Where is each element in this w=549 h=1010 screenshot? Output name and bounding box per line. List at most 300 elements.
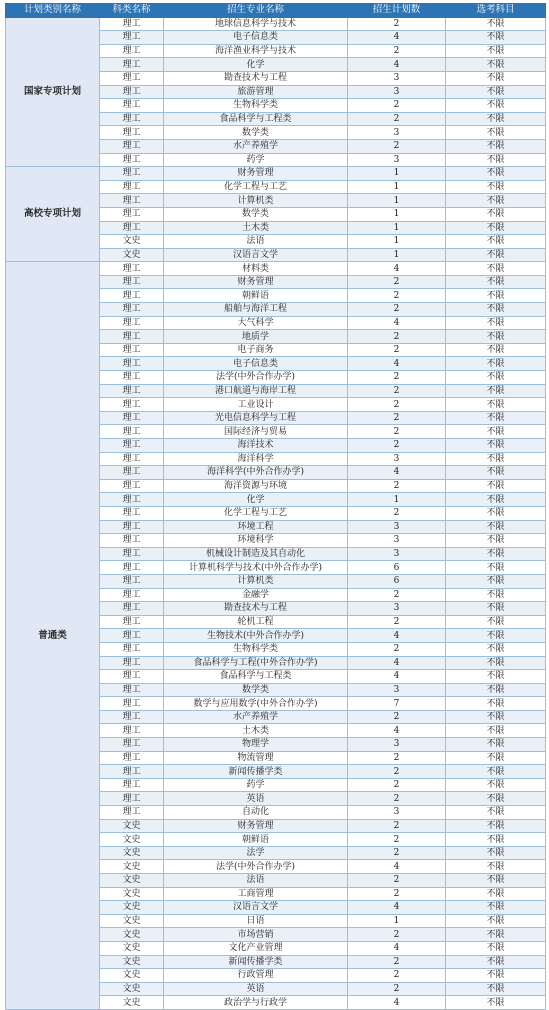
required-subjects-cell: 不限 bbox=[446, 629, 546, 643]
plan-count-cell: 2 bbox=[348, 765, 446, 779]
subject-category-cell: 理工 bbox=[100, 289, 164, 303]
major-name-cell: 汉语言文学 bbox=[164, 248, 348, 262]
plan-count-cell: 3 bbox=[348, 126, 446, 140]
plan-count-cell: 2 bbox=[348, 955, 446, 969]
subject-category-cell: 理工 bbox=[100, 139, 164, 153]
major-name-cell: 船舶与海洋工程 bbox=[164, 303, 348, 317]
table-row bbox=[6, 17, 546, 31]
plan-count-cell: 2 bbox=[348, 425, 446, 439]
subject-category-cell: 文史 bbox=[100, 955, 164, 969]
major-name-cell: 文化产业管理 bbox=[164, 941, 348, 955]
required-subjects-cell: 不限 bbox=[446, 670, 546, 684]
required-subjects-cell: 不限 bbox=[446, 860, 546, 874]
required-subjects-cell: 不限 bbox=[446, 778, 546, 792]
major-name-cell: 化学 bbox=[164, 493, 348, 507]
required-subjects-cell: 不限 bbox=[446, 724, 546, 738]
required-subjects-cell: 不限 bbox=[446, 262, 546, 276]
required-subjects-cell: 不限 bbox=[446, 343, 546, 357]
required-subjects-cell: 不限 bbox=[446, 710, 546, 724]
subject-category-cell: 文史 bbox=[100, 833, 164, 847]
required-subjects-cell: 不限 bbox=[446, 289, 546, 303]
required-subjects-cell: 不限 bbox=[446, 71, 546, 85]
major-name-cell: 数学与应用数学(中外合作办学) bbox=[164, 697, 348, 711]
subject-category-cell: 理工 bbox=[100, 670, 164, 684]
subject-category-cell: 理工 bbox=[100, 262, 164, 276]
subject-category-cell: 文史 bbox=[100, 874, 164, 888]
subject-category-cell: 理工 bbox=[100, 221, 164, 235]
subject-category-cell: 理工 bbox=[100, 656, 164, 670]
required-subjects-cell: 不限 bbox=[446, 914, 546, 928]
major-name-cell: 化学 bbox=[164, 58, 348, 72]
subject-category-cell: 文史 bbox=[100, 235, 164, 249]
subject-category-cell: 理工 bbox=[100, 792, 164, 806]
required-subjects-cell: 不限 bbox=[446, 846, 546, 860]
required-subjects-cell: 不限 bbox=[446, 153, 546, 167]
major-name-cell: 海洋科学(中外合作办学) bbox=[164, 466, 348, 480]
subject-category-cell: 理工 bbox=[100, 153, 164, 167]
required-subjects-cell: 不限 bbox=[446, 466, 546, 480]
subject-category-cell: 理工 bbox=[100, 71, 164, 85]
required-subjects-cell: 不限 bbox=[446, 901, 546, 915]
plan-count-cell: 3 bbox=[348, 806, 446, 820]
plan-count-cell: 7 bbox=[348, 697, 446, 711]
major-name-cell: 药学 bbox=[164, 153, 348, 167]
subject-category-cell: 理工 bbox=[100, 765, 164, 779]
required-subjects-cell: 不限 bbox=[446, 520, 546, 534]
subject-category-cell: 理工 bbox=[100, 547, 164, 561]
required-subjects-cell: 不限 bbox=[446, 235, 546, 249]
subject-category-cell: 理工 bbox=[100, 303, 164, 317]
major-name-cell: 法语 bbox=[164, 874, 348, 888]
major-name-cell: 电子商务 bbox=[164, 343, 348, 357]
subject-category-cell: 理工 bbox=[100, 506, 164, 520]
major-name-cell: 生物科学类 bbox=[164, 99, 348, 113]
major-name-cell: 环境工程 bbox=[164, 520, 348, 534]
required-subjects-cell: 不限 bbox=[446, 506, 546, 520]
subject-category-cell: 文史 bbox=[100, 996, 164, 1010]
required-subjects-cell: 不限 bbox=[446, 316, 546, 330]
plan-count-cell: 2 bbox=[348, 588, 446, 602]
subject-category-cell: 理工 bbox=[100, 180, 164, 194]
plan-count-cell: 4 bbox=[348, 629, 446, 643]
required-subjects-cell: 不限 bbox=[446, 479, 546, 493]
plan-count-cell: 4 bbox=[348, 58, 446, 72]
header-plan-count: 招生计划数 bbox=[348, 4, 446, 18]
major-name-cell: 水产养殖学 bbox=[164, 139, 348, 153]
major-name-cell: 地质学 bbox=[164, 330, 348, 344]
required-subjects-cell: 不限 bbox=[446, 792, 546, 806]
major-name-cell: 英语 bbox=[164, 982, 348, 996]
plan-count-cell: 4 bbox=[348, 941, 446, 955]
plan-count-cell: 2 bbox=[348, 928, 446, 942]
plan-count-cell: 3 bbox=[348, 683, 446, 697]
plan-count-cell: 4 bbox=[348, 860, 446, 874]
major-name-cell: 新闻传播学类 bbox=[164, 955, 348, 969]
major-name-cell: 自动化 bbox=[164, 806, 348, 820]
plan-count-cell: 2 bbox=[348, 710, 446, 724]
subject-category-cell: 理工 bbox=[100, 697, 164, 711]
major-name-cell: 食品科学与工程类 bbox=[164, 670, 348, 684]
subject-category-cell: 文史 bbox=[100, 901, 164, 915]
required-subjects-cell: 不限 bbox=[446, 398, 546, 412]
plan-count-cell: 2 bbox=[348, 44, 446, 58]
subject-category-cell: 理工 bbox=[100, 479, 164, 493]
plan-count-cell: 1 bbox=[348, 180, 446, 194]
major-name-cell: 生物科学类 bbox=[164, 642, 348, 656]
major-name-cell: 食品科学与工程(中外合作办学) bbox=[164, 656, 348, 670]
plan-count-cell: 2 bbox=[348, 642, 446, 656]
required-subjects-cell: 不限 bbox=[446, 982, 546, 996]
subject-category-cell: 文史 bbox=[100, 860, 164, 874]
required-subjects-cell: 不限 bbox=[446, 615, 546, 629]
required-subjects-cell: 不限 bbox=[446, 833, 546, 847]
subject-category-cell: 理工 bbox=[100, 534, 164, 548]
plan-count-cell: 2 bbox=[348, 439, 446, 453]
plan-count-cell: 3 bbox=[348, 602, 446, 616]
plan-count-cell: 4 bbox=[348, 262, 446, 276]
subject-category-cell: 理工 bbox=[100, 520, 164, 534]
major-name-cell: 国际经济与贸易 bbox=[164, 425, 348, 439]
plan-count-cell: 2 bbox=[348, 819, 446, 833]
plan-count-cell: 3 bbox=[348, 738, 446, 752]
major-name-cell: 土木类 bbox=[164, 724, 348, 738]
major-name-cell: 材料类 bbox=[164, 262, 348, 276]
plan-count-cell: 2 bbox=[348, 99, 446, 113]
plan-count-cell: 2 bbox=[348, 371, 446, 385]
subject-category-cell: 理工 bbox=[100, 17, 164, 31]
table-row bbox=[6, 167, 546, 181]
subject-category-cell: 理工 bbox=[100, 411, 164, 425]
plan-count-cell: 2 bbox=[348, 384, 446, 398]
required-subjects-cell: 不限 bbox=[446, 357, 546, 371]
required-subjects-cell: 不限 bbox=[446, 697, 546, 711]
required-subjects-cell: 不限 bbox=[446, 303, 546, 317]
plan-count-cell: 2 bbox=[348, 139, 446, 153]
subject-category-cell: 理工 bbox=[100, 194, 164, 208]
subject-category-cell: 理工 bbox=[100, 439, 164, 453]
required-subjects-cell: 不限 bbox=[446, 17, 546, 31]
required-subjects-cell: 不限 bbox=[446, 439, 546, 453]
plan-count-cell: 3 bbox=[348, 534, 446, 548]
plan-count-cell: 2 bbox=[348, 411, 446, 425]
plan-count-cell: 3 bbox=[348, 153, 446, 167]
plan-count-cell: 2 bbox=[348, 398, 446, 412]
major-name-cell: 计算机类 bbox=[164, 194, 348, 208]
required-subjects-cell: 不限 bbox=[446, 112, 546, 126]
major-name-cell: 新闻传播学类 bbox=[164, 765, 348, 779]
major-name-cell: 海洋科学 bbox=[164, 452, 348, 466]
major-name-cell: 光电信息科学与工程 bbox=[164, 411, 348, 425]
subject-category-cell: 理工 bbox=[100, 588, 164, 602]
plan-count-cell: 1 bbox=[348, 235, 446, 249]
major-name-cell: 海洋技术 bbox=[164, 439, 348, 453]
major-name-cell: 大气科学 bbox=[164, 316, 348, 330]
major-name-cell: 环境科学 bbox=[164, 534, 348, 548]
plan-count-cell: 2 bbox=[348, 874, 446, 888]
plan-count-cell: 2 bbox=[348, 506, 446, 520]
major-name-cell: 计算机科学与技术(中外合作办学) bbox=[164, 561, 348, 575]
major-name-cell: 电子信息类 bbox=[164, 31, 348, 45]
subject-category-cell: 理工 bbox=[100, 466, 164, 480]
required-subjects-cell: 不限 bbox=[446, 221, 546, 235]
subject-category-cell: 理工 bbox=[100, 371, 164, 385]
major-name-cell: 海洋资源与环境 bbox=[164, 479, 348, 493]
plan-count-cell: 2 bbox=[348, 275, 446, 289]
subject-category-cell: 理工 bbox=[100, 751, 164, 765]
major-name-cell: 药学 bbox=[164, 778, 348, 792]
major-name-cell: 生物技术(中外合作办学) bbox=[164, 629, 348, 643]
subject-category-cell: 理工 bbox=[100, 384, 164, 398]
major-name-cell: 勘查技术与工程 bbox=[164, 71, 348, 85]
subject-category-cell: 文史 bbox=[100, 846, 164, 860]
subject-category-cell: 理工 bbox=[100, 602, 164, 616]
table-body bbox=[6, 17, 546, 1009]
plan-count-cell: 2 bbox=[348, 887, 446, 901]
required-subjects-cell: 不限 bbox=[446, 275, 546, 289]
required-subjects-cell: 不限 bbox=[446, 167, 546, 181]
plan-count-cell: 2 bbox=[348, 112, 446, 126]
plan-count-cell: 4 bbox=[348, 31, 446, 45]
plan-count-cell: 1 bbox=[348, 194, 446, 208]
major-name-cell: 勘查技术与工程 bbox=[164, 602, 348, 616]
required-subjects-cell: 不限 bbox=[446, 126, 546, 140]
required-subjects-cell: 不限 bbox=[446, 425, 546, 439]
plan-count-cell: 2 bbox=[348, 289, 446, 303]
major-name-cell: 朝鲜语 bbox=[164, 289, 348, 303]
header-major-name: 招生专业名称 bbox=[164, 4, 348, 18]
required-subjects-cell: 不限 bbox=[446, 139, 546, 153]
subject-category-cell: 理工 bbox=[100, 275, 164, 289]
required-subjects-cell: 不限 bbox=[446, 493, 546, 507]
subject-category-cell: 文史 bbox=[100, 914, 164, 928]
major-name-cell: 地球信息科学与技术 bbox=[164, 17, 348, 31]
required-subjects-cell: 不限 bbox=[446, 561, 546, 575]
plan-count-cell: 2 bbox=[348, 17, 446, 31]
required-subjects-cell: 不限 bbox=[446, 996, 546, 1010]
plan-count-cell: 4 bbox=[348, 357, 446, 371]
subject-category-cell: 理工 bbox=[100, 44, 164, 58]
subject-category-cell: 文史 bbox=[100, 887, 164, 901]
required-subjects-cell: 不限 bbox=[446, 85, 546, 99]
subject-category-cell: 理工 bbox=[100, 724, 164, 738]
subject-category-cell: 文史 bbox=[100, 982, 164, 996]
subject-category-cell: 理工 bbox=[100, 452, 164, 466]
major-name-cell: 金融学 bbox=[164, 588, 348, 602]
plan-count-cell: 1 bbox=[348, 248, 446, 262]
required-subjects-cell: 不限 bbox=[446, 806, 546, 820]
subject-category-cell: 理工 bbox=[100, 99, 164, 113]
subject-category-cell: 理工 bbox=[100, 398, 164, 412]
required-subjects-cell: 不限 bbox=[446, 588, 546, 602]
required-subjects-cell: 不限 bbox=[446, 765, 546, 779]
plan-category-cell: 普通类 bbox=[6, 262, 100, 1010]
subject-category-cell: 理工 bbox=[100, 330, 164, 344]
required-subjects-cell: 不限 bbox=[446, 194, 546, 208]
plan-count-cell: 3 bbox=[348, 547, 446, 561]
subject-category-cell: 理工 bbox=[100, 642, 164, 656]
subject-category-cell: 理工 bbox=[100, 629, 164, 643]
subject-category-cell: 文史 bbox=[100, 941, 164, 955]
plan-count-cell: 3 bbox=[348, 520, 446, 534]
subject-category-cell: 理工 bbox=[100, 738, 164, 752]
required-subjects-cell: 不限 bbox=[446, 44, 546, 58]
major-name-cell: 数学类 bbox=[164, 126, 348, 140]
header-plan-category: 计划类别名称 bbox=[6, 4, 100, 18]
required-subjects-cell: 不限 bbox=[446, 534, 546, 548]
major-name-cell: 食品科学与工程类 bbox=[164, 112, 348, 126]
major-name-cell: 物理学 bbox=[164, 738, 348, 752]
subject-category-cell: 理工 bbox=[100, 357, 164, 371]
plan-count-cell: 2 bbox=[348, 343, 446, 357]
major-name-cell: 朝鲜语 bbox=[164, 833, 348, 847]
major-name-cell: 化学工程与工艺 bbox=[164, 506, 348, 520]
major-name-cell: 法学(中外合作办学) bbox=[164, 860, 348, 874]
required-subjects-cell: 不限 bbox=[446, 248, 546, 262]
major-name-cell: 数学类 bbox=[164, 207, 348, 221]
plan-count-cell: 6 bbox=[348, 574, 446, 588]
required-subjects-cell: 不限 bbox=[446, 411, 546, 425]
required-subjects-cell: 不限 bbox=[446, 452, 546, 466]
major-name-cell: 行政管理 bbox=[164, 969, 348, 983]
required-subjects-cell: 不限 bbox=[446, 547, 546, 561]
major-name-cell: 法学(中外合作办学) bbox=[164, 371, 348, 385]
subject-category-cell: 理工 bbox=[100, 126, 164, 140]
required-subjects-cell: 不限 bbox=[446, 99, 546, 113]
subject-category-cell: 理工 bbox=[100, 343, 164, 357]
plan-count-cell: 1 bbox=[348, 914, 446, 928]
plan-count-cell: 2 bbox=[348, 303, 446, 317]
required-subjects-cell: 不限 bbox=[446, 955, 546, 969]
subject-category-cell: 理工 bbox=[100, 425, 164, 439]
plan-count-cell: 4 bbox=[348, 724, 446, 738]
required-subjects-cell: 不限 bbox=[446, 969, 546, 983]
header-subject-category: 科类名称 bbox=[100, 4, 164, 18]
required-subjects-cell: 不限 bbox=[446, 887, 546, 901]
required-subjects-cell: 不限 bbox=[446, 31, 546, 45]
plan-count-cell: 1 bbox=[348, 207, 446, 221]
plan-count-cell: 4 bbox=[348, 670, 446, 684]
required-subjects-cell: 不限 bbox=[446, 683, 546, 697]
table-row bbox=[6, 262, 546, 276]
major-name-cell: 电子信息类 bbox=[164, 357, 348, 371]
major-name-cell: 财务管理 bbox=[164, 167, 348, 181]
subject-category-cell: 理工 bbox=[100, 806, 164, 820]
plan-count-cell: 2 bbox=[348, 479, 446, 493]
major-name-cell: 化学工程与工艺 bbox=[164, 180, 348, 194]
required-subjects-cell: 不限 bbox=[446, 642, 546, 656]
major-name-cell: 海洋渔业科学与技术 bbox=[164, 44, 348, 58]
plan-category-cell: 高校专项计划 bbox=[6, 167, 100, 262]
plan-count-cell: 4 bbox=[348, 996, 446, 1010]
subject-category-cell: 理工 bbox=[100, 683, 164, 697]
plan-count-cell: 1 bbox=[348, 493, 446, 507]
subject-category-cell: 文史 bbox=[100, 819, 164, 833]
major-name-cell: 工业设计 bbox=[164, 398, 348, 412]
major-name-cell: 汉语言文学 bbox=[164, 901, 348, 915]
major-name-cell: 政治学与行政学 bbox=[164, 996, 348, 1010]
plan-count-cell: 2 bbox=[348, 792, 446, 806]
required-subjects-cell: 不限 bbox=[446, 384, 546, 398]
subject-category-cell: 理工 bbox=[100, 561, 164, 575]
major-name-cell: 市场营销 bbox=[164, 928, 348, 942]
major-name-cell: 日语 bbox=[164, 914, 348, 928]
plan-count-cell: 4 bbox=[348, 656, 446, 670]
plan-count-cell: 1 bbox=[348, 167, 446, 181]
subject-category-cell: 文史 bbox=[100, 928, 164, 942]
plan-count-cell: 3 bbox=[348, 452, 446, 466]
major-name-cell: 物流管理 bbox=[164, 751, 348, 765]
required-subjects-cell: 不限 bbox=[446, 819, 546, 833]
major-name-cell: 轮机工程 bbox=[164, 615, 348, 629]
major-name-cell: 港口航道与海岸工程 bbox=[164, 384, 348, 398]
subject-category-cell: 理工 bbox=[100, 112, 164, 126]
plan-count-cell: 2 bbox=[348, 615, 446, 629]
subject-category-cell: 理工 bbox=[100, 31, 164, 45]
major-name-cell: 法语 bbox=[164, 235, 348, 249]
major-name-cell: 土木类 bbox=[164, 221, 348, 235]
plan-count-cell: 3 bbox=[348, 71, 446, 85]
major-name-cell: 机械设计制造及其自动化 bbox=[164, 547, 348, 561]
major-name-cell: 财务管理 bbox=[164, 819, 348, 833]
required-subjects-cell: 不限 bbox=[446, 928, 546, 942]
plan-count-cell: 4 bbox=[348, 316, 446, 330]
plan-count-cell: 4 bbox=[348, 901, 446, 915]
subject-category-cell: 理工 bbox=[100, 58, 164, 72]
major-name-cell: 数学类 bbox=[164, 683, 348, 697]
plan-count-cell: 2 bbox=[348, 330, 446, 344]
required-subjects-cell: 不限 bbox=[446, 574, 546, 588]
subject-category-cell: 理工 bbox=[100, 316, 164, 330]
plan-count-cell: 4 bbox=[348, 466, 446, 480]
required-subjects-cell: 不限 bbox=[446, 371, 546, 385]
subject-category-cell: 理工 bbox=[100, 574, 164, 588]
subject-category-cell: 理工 bbox=[100, 493, 164, 507]
required-subjects-cell: 不限 bbox=[446, 874, 546, 888]
plan-count-cell: 2 bbox=[348, 982, 446, 996]
plan-count-cell: 2 bbox=[348, 778, 446, 792]
table-header-row bbox=[6, 4, 546, 18]
subject-category-cell: 文史 bbox=[100, 969, 164, 983]
required-subjects-cell: 不限 bbox=[446, 751, 546, 765]
subject-category-cell: 理工 bbox=[100, 615, 164, 629]
major-name-cell: 财务管理 bbox=[164, 275, 348, 289]
plan-count-cell: 1 bbox=[348, 221, 446, 235]
required-subjects-cell: 不限 bbox=[446, 180, 546, 194]
major-name-cell: 英语 bbox=[164, 792, 348, 806]
subject-category-cell: 理工 bbox=[100, 167, 164, 181]
plan-count-cell: 2 bbox=[348, 751, 446, 765]
subject-category-cell: 理工 bbox=[100, 85, 164, 99]
major-name-cell: 计算机类 bbox=[164, 574, 348, 588]
required-subjects-cell: 不限 bbox=[446, 58, 546, 72]
plan-count-cell: 3 bbox=[348, 85, 446, 99]
plan-count-cell: 2 bbox=[348, 969, 446, 983]
major-name-cell: 旅游管理 bbox=[164, 85, 348, 99]
major-name-cell: 水产养殖学 bbox=[164, 710, 348, 724]
subject-category-cell: 理工 bbox=[100, 710, 164, 724]
required-subjects-cell: 不限 bbox=[446, 941, 546, 955]
subject-category-cell: 理工 bbox=[100, 778, 164, 792]
required-subjects-cell: 不限 bbox=[446, 656, 546, 670]
subject-category-cell: 理工 bbox=[100, 207, 164, 221]
required-subjects-cell: 不限 bbox=[446, 738, 546, 752]
header-required-subjects: 选考科目 bbox=[446, 4, 546, 18]
required-subjects-cell: 不限 bbox=[446, 207, 546, 221]
plan-count-cell: 2 bbox=[348, 846, 446, 860]
major-name-cell: 工商管理 bbox=[164, 887, 348, 901]
subject-category-cell: 文史 bbox=[100, 248, 164, 262]
plan-count-cell: 2 bbox=[348, 833, 446, 847]
